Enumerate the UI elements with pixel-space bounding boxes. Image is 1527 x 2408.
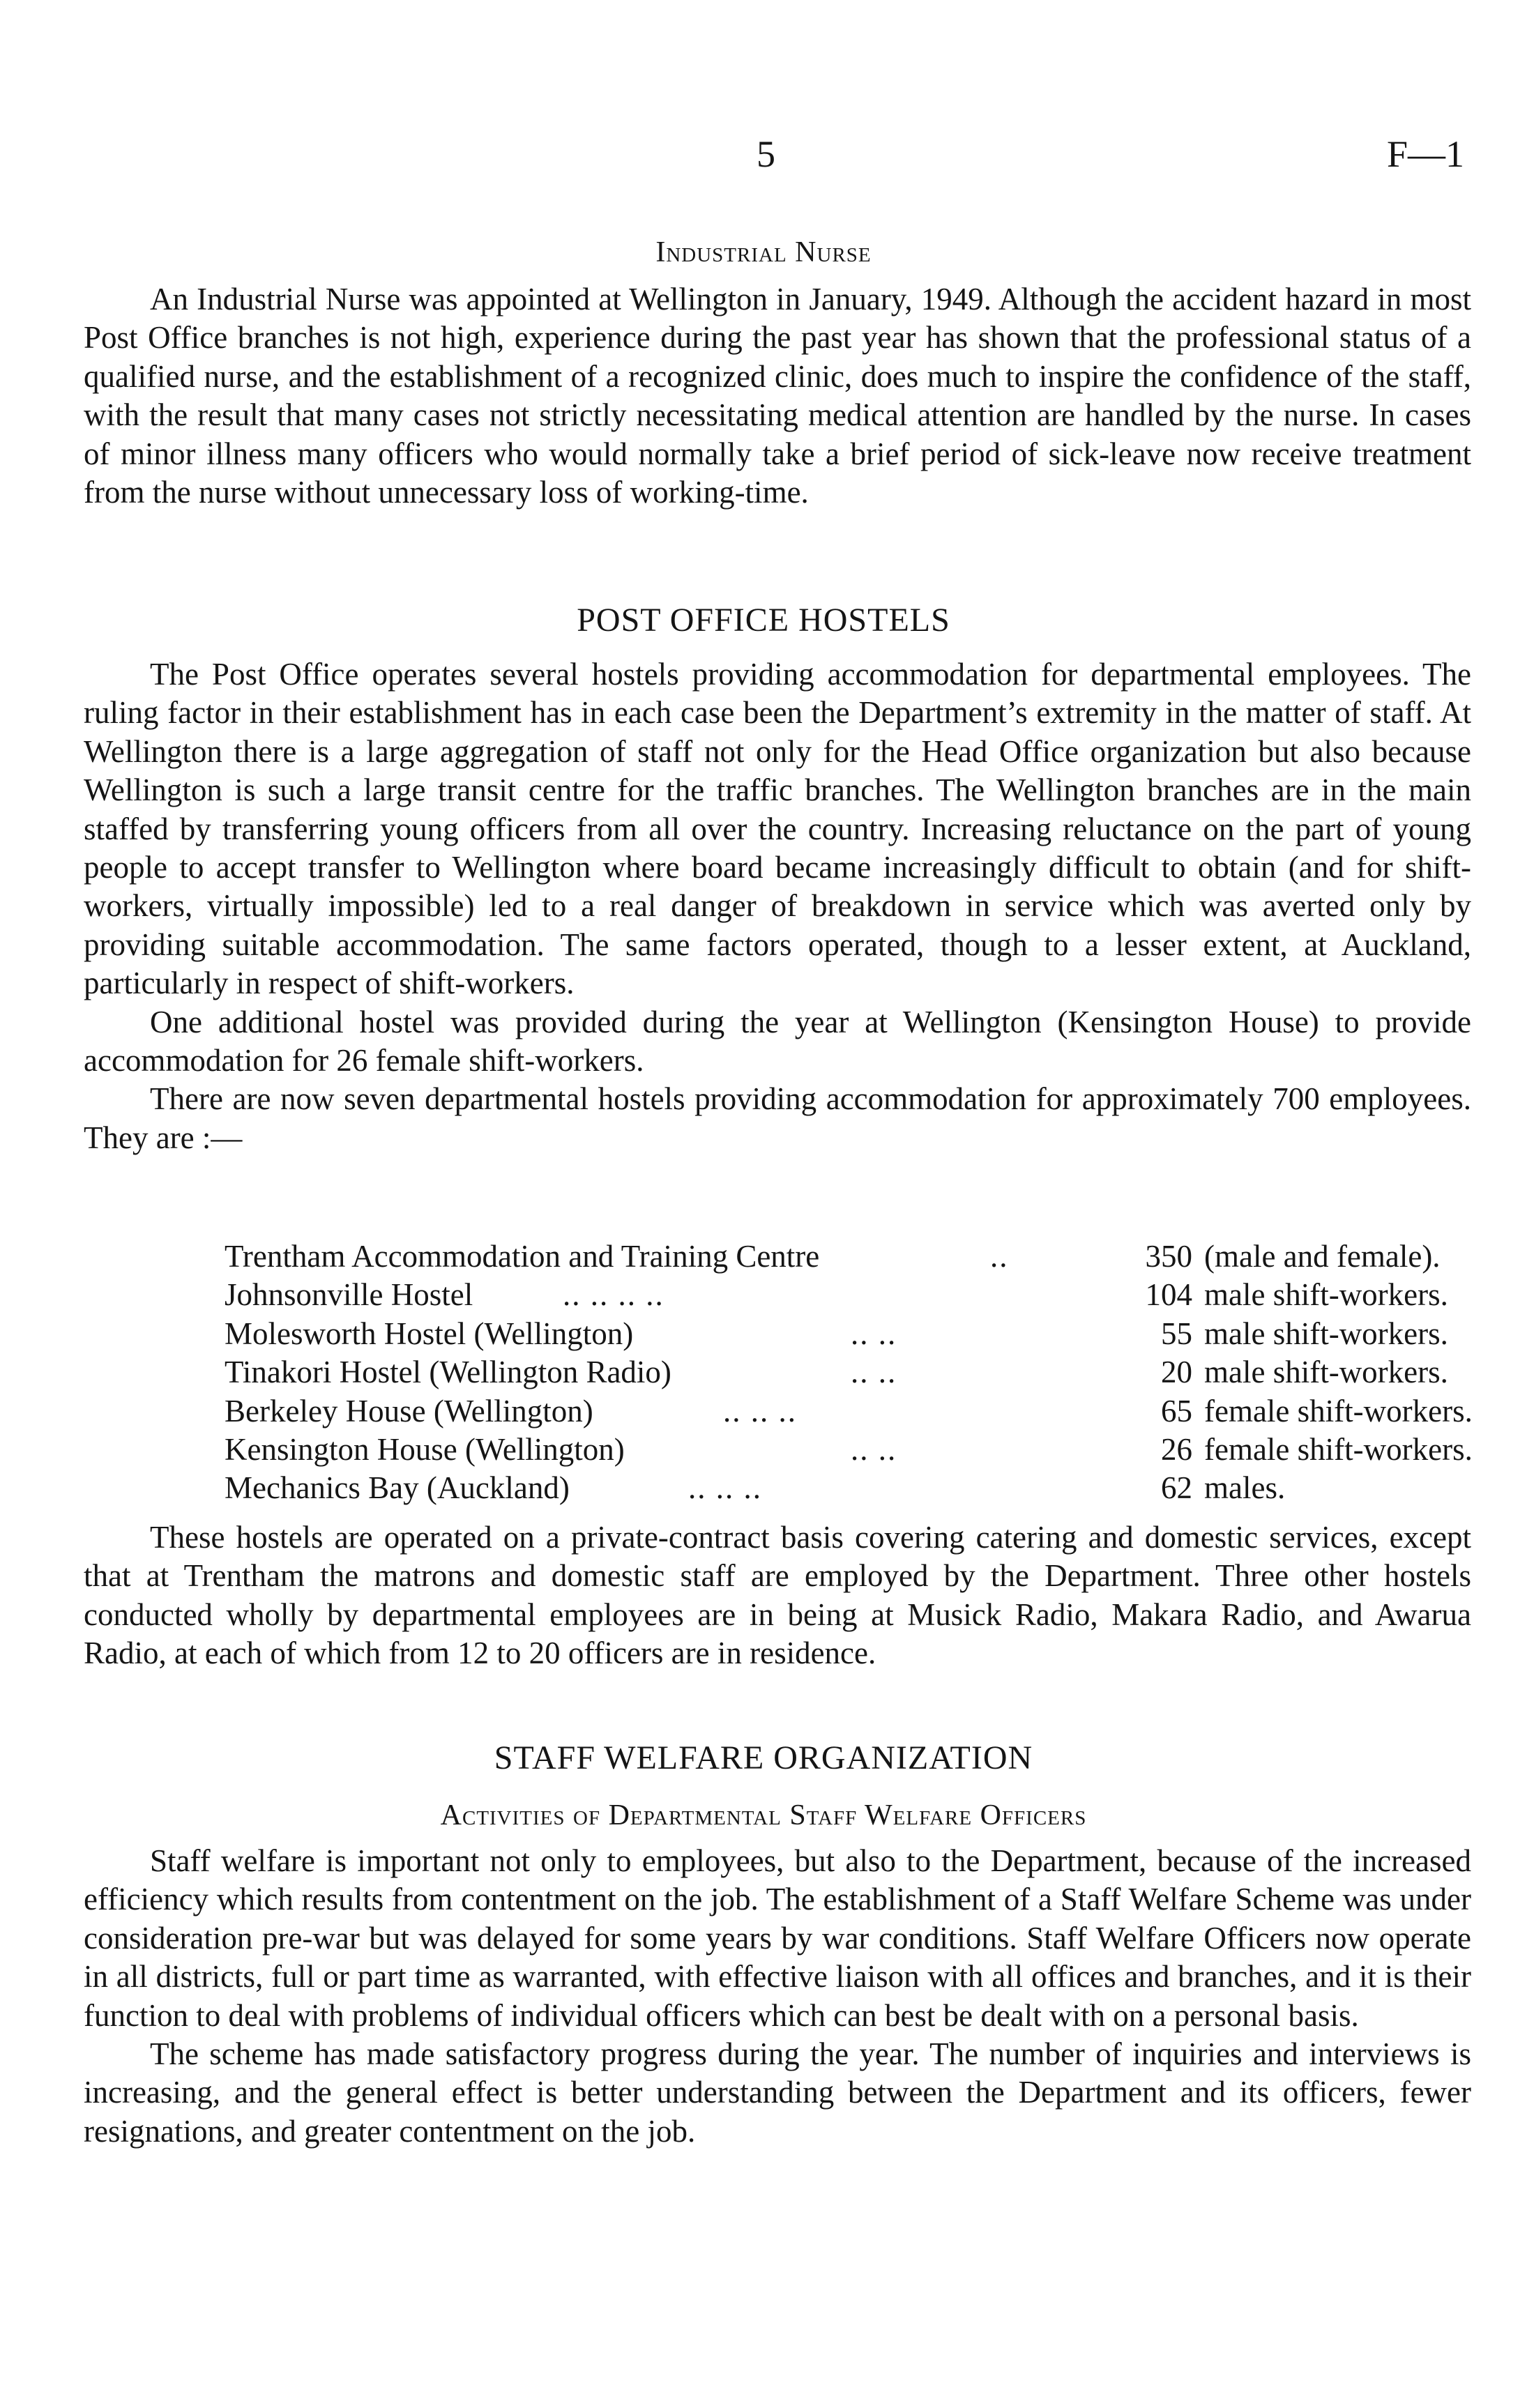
hostel-leader-dots: .. — [990, 1239, 1009, 1274]
hostels-paragraph-2: One additional hostel was provided during the year at Wellington (Kensington House) to provide accommodation for 26 female shift-workers. — [84, 1004, 1471, 1079]
hostel-list — [225, 1237, 1480, 1508]
hostels-section — [84, 655, 1471, 1157]
hostel-leader-dots: .. .. .. — [723, 1393, 797, 1428]
hostel-leader-dots: .. .. .. — [688, 1470, 762, 1506]
hostel-capacity: 20 — [1161, 1355, 1192, 1390]
hostel-occupants: female shift-workers. — [1204, 1393, 1473, 1428]
hostel-capacity: 55 — [1161, 1316, 1192, 1351]
hostel-leader-dots: .. .. — [851, 1316, 897, 1351]
hostel-occupants: male shift-workers. — [1204, 1355, 1448, 1390]
hostel-name: Johnsonville Hostel — [225, 1277, 473, 1313]
welfare-caption: Activities of Departmental Staff Welfare Officers — [440, 1799, 1087, 1831]
hostel-name: Molesworth Hostel (Wellington) — [225, 1316, 634, 1351]
industrial-nurse-paragraph: An Industrial Nurse was appointed at Wellington in January, 1949. Although the accident hazard in most Post Office branches is not high, experience during the past year has shown that the professional status of a qualified nurse, and the establishment of a recognized clinic, does much to inspire the confidence of the staff, with the result that many cases not strictly necessitating medical attention are handled by the nurse. In cases of minor illness many officers who would normally take a brief period of sick-leave now receive treatment from the nurse without unnecessary loss of working-time. — [84, 282, 1471, 510]
hostel-name: Kensington House (Wellington) — [225, 1431, 625, 1467]
hostel-row — [225, 1237, 1480, 1276]
hostel-capacity: 26 — [1161, 1431, 1192, 1467]
hostels-closing-paragraph: These hostels are operated on a private-contract basis covering catering and domestic services, except that at Trentham the matrons and domestic staff are employed by the Department. Three other hostels conducted wholly by departmental employees are in being at Musick Radio, Makara Radio, and Awarua Radio, at each of which from 12 to 20 officers are in residence. — [84, 1520, 1471, 1671]
hostel-name: Tinakori Hostel (Wellington Radio) — [225, 1355, 671, 1390]
hostels-closing-section — [84, 1518, 1471, 1673]
welfare-heading: STAFF WELFARE ORGANIZATION — [494, 1739, 1033, 1776]
hostel-capacity: 65 — [1161, 1393, 1192, 1428]
hostel-occupants: (male and female). — [1204, 1239, 1441, 1274]
hostel-row — [225, 1392, 1480, 1431]
hostel-name: Berkeley House (Wellington) — [225, 1393, 593, 1428]
industrial-nurse-caption: Industrial Nurse — [655, 236, 872, 268]
hostel-occupants: male shift-workers. — [1204, 1277, 1448, 1313]
hostels-paragraph-3: There are now seven departmental hostels providing accommodation for approximately 700 employees. They are :— — [84, 1081, 1471, 1155]
hostel-name: Trentham Accommodation and Training Centre — [225, 1239, 820, 1274]
hostels-paragraph-1: The Post Office operates several hostels providing accommodation for departmental employees. The ruling factor in their establishment has in each case been the Department’s extremity in the matter of staff. At Wellington there is a large aggregation of staff not only for the Head Office organization but also because Wellington is such a large transit centre for the traffic branches. The Wellington branches are in the main staffed by transferring young officers from all over the country. Increasing reluctance on the part of young people to accept transfer to Wellington where board became increasingly difficult to obtain (and for shift-workers, virtually impossible) led to a real danger of breakdown in service which was averted only by providing suitable accommodation. The same factors operated, though to a lesser extent, at Auckland, particularly in respect of shift-workers. — [84, 657, 1471, 1001]
welfare-paragraph-1: Staff welfare is important not only to employees, but also to the Department, because of the increased efficiency which results from contentment on the job. The establishment of a Staff Welfare Scheme was under consideration pre-war but was delayed for some years by war conditions. Staff Welfare Officers now operate in all districts, full or part time as warranted, with effective liaison with all offices and branches, and it is their function to deal with problems of individual officers which can best be dealt with on a personal basis. — [84, 1843, 1471, 2033]
hostel-capacity: 62 — [1161, 1470, 1192, 1506]
hostel-row — [225, 1469, 1480, 1507]
welfare-paragraph-2: The scheme has made satisfactory progress during the year. The number of inquiries and interviews is increasing, and the general effect is better understanding between the Department and its officers, fewer resignations, and greater contentment on the job. — [84, 2036, 1471, 2149]
document-reference: F—1 — [1386, 133, 1464, 175]
hostels-heading: POST OFFICE HOSTELS — [577, 602, 950, 639]
hostel-name: Mechanics Bay (Auckland) — [225, 1470, 570, 1506]
hostel-occupants: males. — [1204, 1470, 1286, 1506]
welfare-section — [84, 1842, 1471, 2151]
industrial-nurse-section — [84, 280, 1471, 512]
hostel-capacity: 350 — [1145, 1239, 1192, 1274]
hostel-row — [225, 1353, 1480, 1392]
hostel-leader-dots: .. .. — [851, 1355, 897, 1390]
page-number: 5 — [757, 133, 775, 175]
hostel-row — [225, 1431, 1480, 1469]
hostel-occupants: male shift-workers. — [1204, 1316, 1448, 1351]
hostel-occupants: female shift-workers. — [1204, 1431, 1473, 1467]
hostel-capacity: 104 — [1145, 1277, 1192, 1313]
hostel-row — [225, 1276, 1480, 1314]
hostel-leader-dots: .. .. — [851, 1431, 897, 1467]
hostel-leader-dots: .. .. .. .. — [563, 1277, 664, 1313]
hostel-row — [225, 1315, 1480, 1353]
